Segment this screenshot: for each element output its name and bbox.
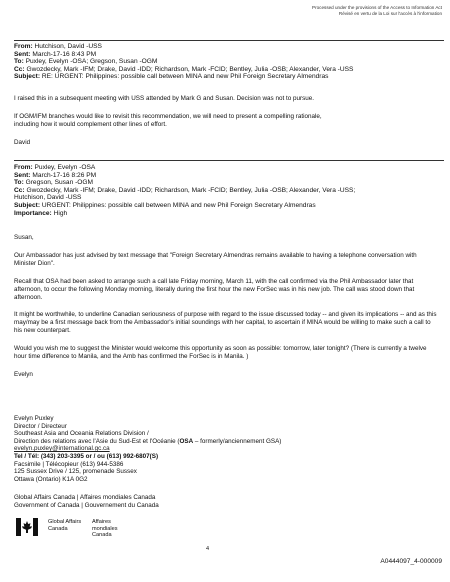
subject-label: Subject: — [14, 201, 41, 209]
paragraph: Our Ambassador has just advised by text message that "Foreign Secretary Almendras remains available to having a telephone conversation with Minister Dion". — [14, 251, 417, 267]
to-label: To: — [14, 179, 24, 187]
signature-name: Evelyn Puxley — [14, 415, 54, 422]
access-stamp — [312, 5, 442, 16]
cc-value: Gwozdecky, Mark -IFM; Drake, David -IDD; Richardson, Mark -FCID; Bentley, Julia -OSB; Alexander, Vera -USS; — [26, 186, 356, 194]
footer — [14, 494, 159, 510]
divider — [14, 160, 444, 161]
signature-fax: Facsimile | Télécopieur (613) 944-5386 — [14, 460, 124, 468]
cc-label: Cc: — [14, 186, 25, 194]
signature-city: Ottawa (Ontario) K1A 0G2 — [14, 475, 88, 483]
footer-gov: Government of Canada | Gouvernement du Canada — [14, 502, 159, 509]
importance-label: Importance: — [14, 209, 52, 217]
to-value: Gregson, Susan -OGM — [25, 179, 94, 187]
to-label: To: — [14, 58, 24, 66]
importance-value: High — [53, 209, 68, 217]
logo-text-en: Global Affairs Canada — [48, 519, 82, 532]
email2-body — [14, 234, 440, 379]
canada-flag-icon — [16, 518, 38, 536]
to-value: Puxley, Evelyn -OSA; Gregson, Susan -OGM — [25, 58, 158, 66]
greeting: Susan, — [14, 234, 34, 241]
sent-value: March-17-16 8:26 PM — [32, 171, 97, 179]
signature-title: Director / Directeur — [14, 422, 67, 430]
email1-body — [14, 95, 440, 147]
division-code: OSA — [179, 437, 194, 445]
stamp-line-en: Processed under the provisions of the Access to Information Act — [312, 5, 442, 10]
subject-value: RE: URGENT: Philippines: possible call between MINA and new Phil Foreign Secretary Almendras — [41, 73, 329, 81]
from-value: Puxley, Evelyn -OSA — [34, 164, 96, 171]
paragraph: Recall that OSA had been asked to arrange such a call late Friday morning, March 11, with the call confirmed via the Phil Ambassador later that afternoon, to occur the following Monday morning, literally during the first hour the new ForSec was in his new job. The call was stood down that afternoon. — [14, 277, 415, 301]
sent-value: March-17-16 8:43 PM — [32, 50, 97, 58]
subject-label: Subject: — [14, 73, 41, 81]
from-label: From: — [14, 164, 33, 171]
paragraph: It might be worthwhile, to underline Canadian seriousness of purpose with regard to the issue discussed today -- and given its implications -- and as this may/may be a first message back from the Ambassador's initial soundings with her capital, to ascertain if MINA would be willing to make such a call to his new counterpart. — [14, 311, 437, 335]
sent-label: Sent: — [14, 50, 31, 58]
footer-dept: Global Affairs Canada | Affaires mondiales Canada — [14, 494, 156, 501]
from-label: From: — [14, 43, 33, 50]
subject-value: URGENT: Philippines: possible call between MINA and new Phil Foreign Secretary Almendras — [41, 201, 316, 209]
from-value: Hutchison, David -USS — [34, 43, 102, 50]
paragraph: Would you wish me to suggest the Minister would welcome this opportunity as soon as possible: tomorrow, later tonight? (There is currently a twelve hour time difference to Manila, and the Amb has confirmed the ForSec is in Manila. ) — [14, 345, 427, 361]
stamp-line-fr: Révisé en vertu de la Loi sur l'accès à l'information — [338, 10, 442, 16]
divider — [14, 40, 444, 41]
cc-label: Cc: — [14, 65, 25, 73]
gac-logo — [16, 516, 136, 538]
page-number: 4 — [206, 546, 210, 552]
email1-header — [14, 43, 353, 81]
logo-text-fr: Affaires mondiales Canada — [92, 519, 118, 539]
sent-label: Sent: — [14, 171, 31, 179]
signature-address: 125 Sussex Drive / 125, promenade Sussex — [14, 468, 137, 476]
paragraph: I raised this in a subsequent meeting with USS attended by Mark G and Susan. Decision was not to pursue. — [14, 95, 314, 102]
signature-division: Southeast Asia and Oceania Relations Division / — [14, 430, 149, 438]
email-link[interactable]: evelyn.puxley@international.gc.ca — [14, 445, 110, 453]
signature-division-fr: Direction des relations avec l'Asie du Sud-Est et l'Océanie (OSA – formerly/anciennement GSA) — [14, 437, 282, 445]
cc-continuation: Hutchison, David -USS — [14, 194, 82, 202]
cc-value: Gwozdecky, Mark -IFM; Drake, David -IDD; Richardson, Mark -FCID; Bentley, Julia -OSB; Alexander, Vera -USS — [26, 65, 354, 73]
email2-header — [14, 164, 355, 217]
document-id: A0444097_4-000009 — [380, 558, 442, 565]
email-signature — [14, 415, 281, 483]
signature-tel: Tel / Tél: (343) 203-3395 or / ou (613) 992-6807(S) — [14, 452, 159, 460]
signoff: David — [14, 138, 31, 146]
paragraph: If OGM/IFM branches would like to revisit this recommendation, we will need to present a compelling rationale, including how it would complement other lines of effort. — [14, 112, 322, 128]
signoff: Evelyn — [14, 370, 33, 378]
